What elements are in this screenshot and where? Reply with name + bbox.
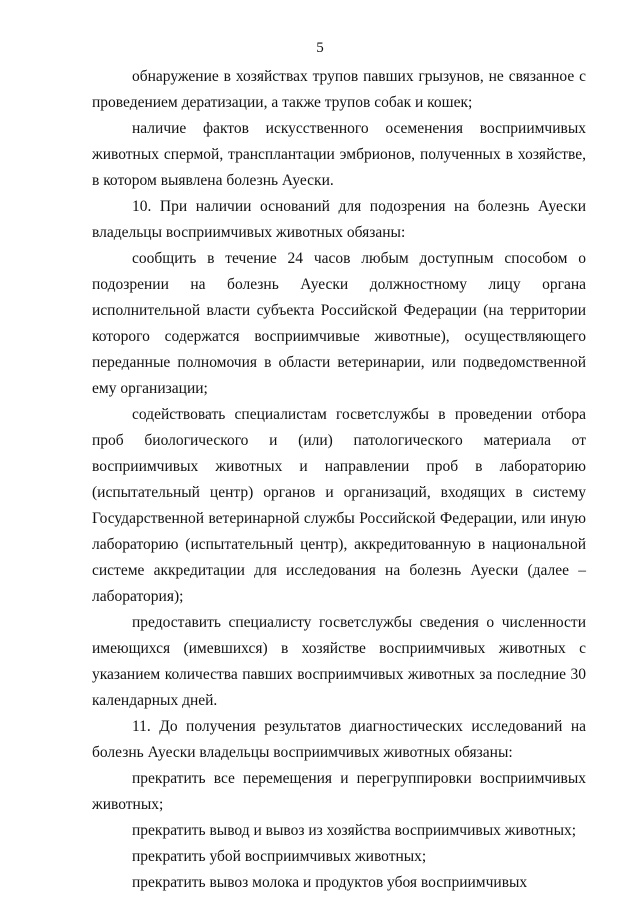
paragraph-stop-milk-export: прекратить вывоз молока и продуктов убоя восприимчивых <box>132 874 528 891</box>
page-number: 5 <box>316 40 324 56</box>
document-body <box>92 64 586 896</box>
paragraph-item-10: 10. При наличии оснований для подозрения на болезнь Ауески владельцы восприимчивых животных обязаны: <box>92 198 586 241</box>
paragraph-rodent-carcasses: обнаружение в хозяйствах трупов павших грызунов, не связанное с проведением дератизации, а также трупов собак и кошек; <box>92 68 586 111</box>
paragraph-provide-information: предоставить специалисту госветслужбы сведения о численности имеющихся (имевшихся) в хозяйстве восприимчивых животных с указанием количества павших восприимчивых животных за последние 30 календарных дней. <box>92 614 586 709</box>
paragraph-item-11: 11. До получения результатов диагностических исследований на болезнь Ауески владельцы восприимчивых животных обязаны: <box>92 718 586 761</box>
paragraph-stop-movements: прекратить все перемещения и перегруппировки восприимчивых животных; <box>92 770 586 813</box>
paragraph-stop-export: прекратить вывод и вывоз из хозяйства восприимчивых животных; <box>132 822 577 839</box>
paragraph-artificial-insemination: наличие фактов искусственного осеменения восприимчивых животных спермой, трансплантации эмбрионов, полученных в хозяйстве, в котором выявлена болезнь Ауески. <box>92 120 586 189</box>
paragraph-report-suspicion: сообщить в течение 24 часов любым доступным способом о подозрении на болезнь Ауески должностному лицу органа исполнительной власти субъекта Российской Федерации (на территории которого содержатся восприимчивые животные), осуществляющего переданные полномочия в области ветеринарии, или подведомственной ему организации; <box>92 250 586 397</box>
paragraph-assist-sampling: содействовать специалистам госветслужбы в проведении отбора проб биологического и (или) патологического материала от восприимчивых животных и направлении проб в лабораторию (испытательный центр) органов и организаций, входящих в систему Государственной ветеринарной службы Российской Федерации, или иную лабораторию (испытательный центр), аккредитованную в национальной системе аккредитации для исследования на болезнь Ауески (далее – лаборатория); <box>92 406 586 605</box>
paragraph-stop-slaughter: прекратить убой восприимчивых животных; <box>132 848 427 865</box>
